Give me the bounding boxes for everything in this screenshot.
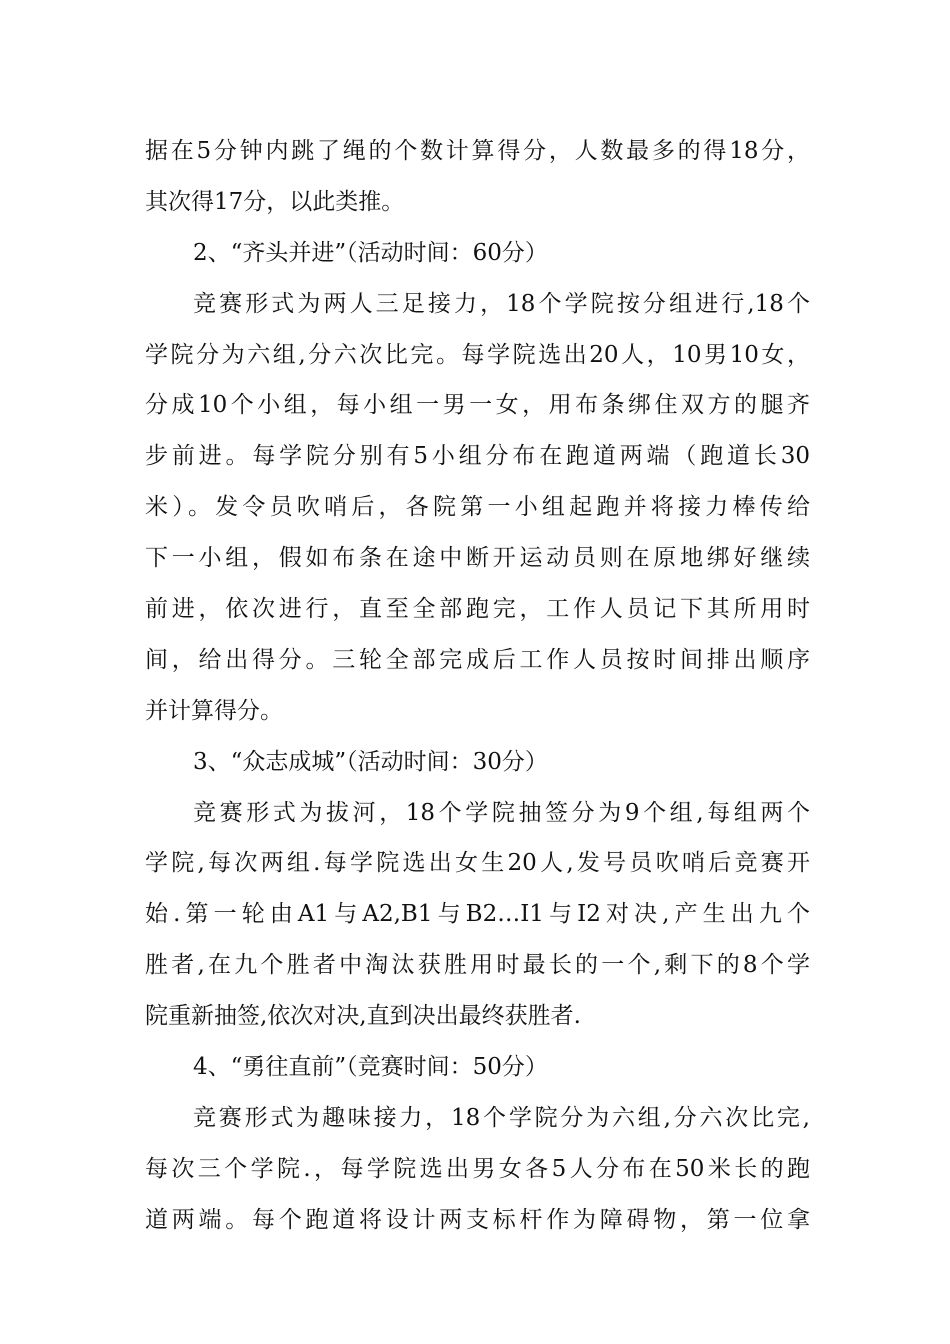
paragraph-start: 竞赛形式为趣味接力，18个学院分为六组,分六次比完,: [193, 1104, 810, 1131]
text-line: 前进，依次进行，直至全部跑完，工作人员记下其所用时: [145, 596, 810, 623]
section-heading-2: 2、“齐头并进”（活动时间：60分）: [193, 239, 548, 266]
text-line: 胜者,在九个胜者中淘汰获胜用时最长的一个,剩下的8个学: [145, 952, 810, 979]
text-line: 米）。发令员吹哨后，各院第一小组起跑并将接力棒传给: [145, 494, 810, 521]
text-line: 分成10个小组，每小组一男一女，用布条绑住双方的腿齐: [145, 392, 810, 419]
text-line: 下一小组，假如布条在途中断开运动员则在原地绑好继续: [145, 545, 810, 572]
section-heading-4: 4、“勇往直前”（竞赛时间：50分）: [193, 1054, 548, 1081]
text-line: 步前进。每学院分别有5小组分布在跑道两端（跑道长30: [145, 443, 810, 470]
text-line: 道两端。每个跑道将设计两支标杆作为障碍物，第一位拿: [145, 1206, 810, 1233]
text-line: 据在5分钟内跳了绳的个数计算得分，人数最多的得18分，: [145, 138, 810, 164]
section-heading-3: 3、“众志成城”（活动时间：30分）: [193, 748, 548, 775]
text-line: 每次三个学院.，每学院选出男女各5人分布在50米长的跑: [145, 1155, 810, 1182]
text-line: 并计算得分。: [145, 697, 283, 724]
text-line: 间，给出得分。三轮全部完成后工作人员按时间排出顺序: [145, 646, 810, 673]
paragraph-start: 竞赛形式为两人三足接力，18个学院按分组进行,18个: [193, 290, 810, 317]
text-line: 学院,每次两组.每学院选出女生20人,发号员吹哨后竞赛开: [145, 850, 810, 877]
text-line: 学院分为六组,分六次比完。每学院选出20人，10男10女，: [145, 341, 810, 368]
body-text: [145, 126, 810, 1246]
text-line: 始.第一轮由A1与A2,B1与B2…I1与I2对决,产生出九个: [145, 901, 810, 928]
text-line: 院重新抽签,依次对决,直到决出最终获胜者.: [145, 1003, 581, 1030]
paragraph-start: 竞赛形式为拔河，18个学院抽签分为9个组,每组两个: [193, 799, 810, 826]
text-line: 其次得17分，以此类推。: [145, 188, 405, 215]
